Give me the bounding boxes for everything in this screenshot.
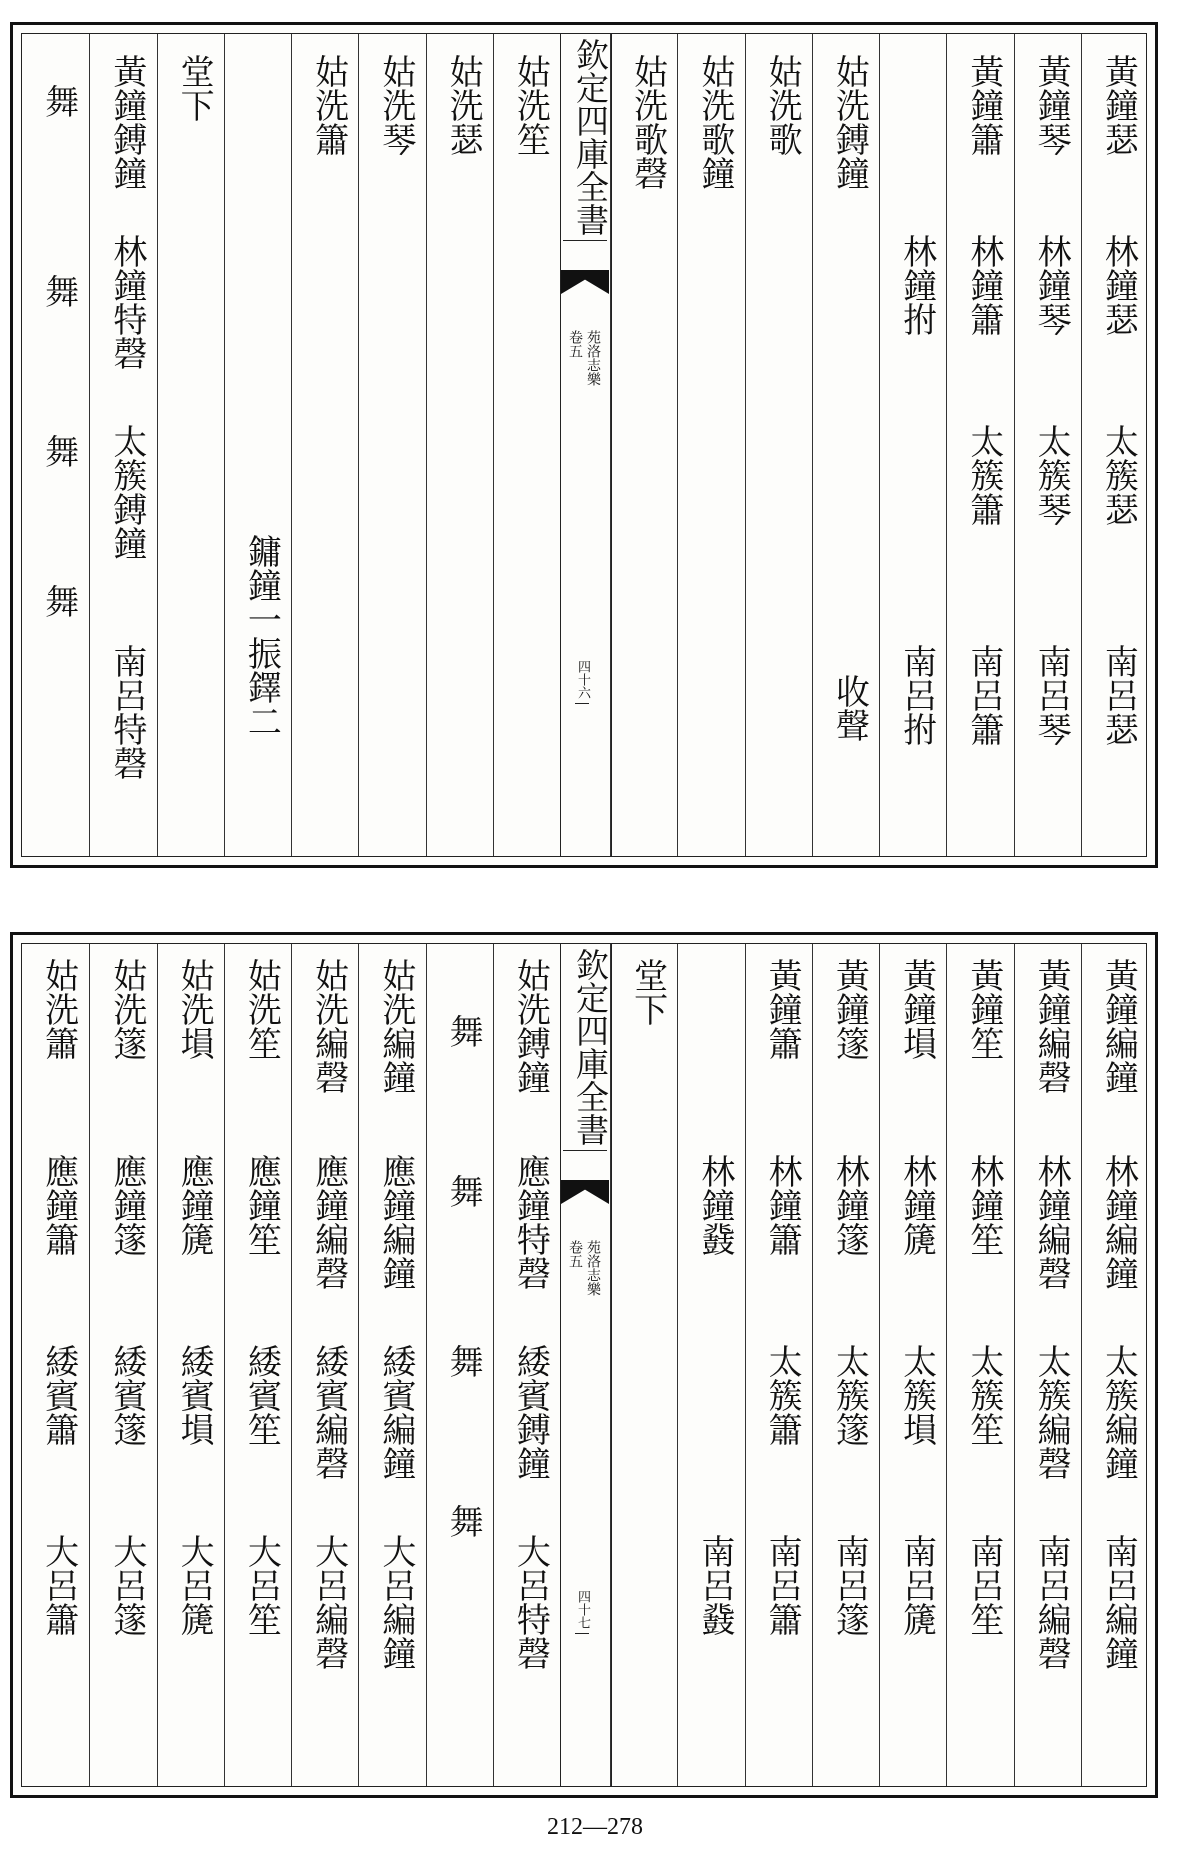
instrument-label: 姑洗琴 <box>375 54 416 156</box>
instrument-label: 黃鐘簫 <box>762 958 803 1060</box>
instrument-label: 舞 <box>443 1344 484 1378</box>
text-column <box>224 34 292 856</box>
instrument-label: 黃鐘瑟 <box>1098 54 1139 156</box>
fishtail-mark <box>561 1180 609 1204</box>
instrument-label: 姑洗笙 <box>510 54 551 156</box>
instrument-label: 緌賓塤 <box>174 1344 215 1446</box>
instrument-label: 南呂拊 <box>896 644 937 746</box>
fishtail-mark <box>561 270 609 294</box>
lower-page <box>10 932 1158 1798</box>
instrument-label: 黃鐘塤 <box>896 958 937 1060</box>
instrument-label: 黃鐘簫 <box>963 54 1004 156</box>
text-column <box>1081 944 1149 1786</box>
instrument-label: 應鐘編磬 <box>308 1154 349 1290</box>
text-column <box>22 34 89 856</box>
juan-label: 卷五 <box>567 330 583 358</box>
instrument-label: 緌賓篴 <box>106 1344 147 1446</box>
text-column <box>1014 944 1082 1786</box>
instrument-label: 堂下 <box>627 958 668 1026</box>
text-column <box>610 34 678 856</box>
fold-gutter <box>560 944 612 1786</box>
text-column <box>224 944 292 1786</box>
instrument-label: 姑洗笙 <box>241 958 282 1060</box>
text-column <box>291 34 359 856</box>
instrument-label: 大呂笙 <box>241 1534 282 1636</box>
text-column <box>291 944 359 1786</box>
text-column <box>493 34 561 856</box>
instrument-label: 黃鐘篴 <box>829 958 870 1060</box>
folio-number: 四十六 <box>575 660 589 704</box>
instrument-label: 姑洗鎛鐘 <box>829 54 870 190</box>
text-column <box>358 34 426 856</box>
page-footer-number: 212—278 <box>547 1814 643 1840</box>
instrument-label: 太簇篴 <box>829 1344 870 1446</box>
upper-page <box>10 22 1158 868</box>
instrument-label: 黃鐘琴 <box>1031 54 1072 156</box>
juan-label: 卷五 <box>567 1240 583 1268</box>
instrument-label: 太簇塤 <box>896 1344 937 1446</box>
instrument-label: 南呂琴 <box>1031 644 1072 746</box>
instrument-label: 太簇瑟 <box>1098 424 1139 526</box>
instrument-label: 林鐘編磬 <box>1031 1154 1072 1290</box>
instrument-label: 南呂編鐘 <box>1098 1534 1139 1670</box>
instrument-label: 大呂特磬 <box>510 1534 551 1670</box>
text-column <box>426 944 494 1786</box>
book-title: 欽定四庫全書 <box>563 38 607 241</box>
text-column <box>745 944 813 1786</box>
instrument-label: 鏞鐘一振鐸二 <box>241 534 282 738</box>
instrument-label: 南呂篴 <box>829 1534 870 1636</box>
instrument-label: 黃鐘鎛鐘 <box>106 54 147 190</box>
instrument-label: 姑洗鎛鐘 <box>510 958 551 1094</box>
instrument-label: 應鐘編鐘 <box>375 1154 416 1290</box>
instrument-label: 姑洗簫 <box>308 54 349 156</box>
instrument-label: 姑洗編鐘 <box>375 958 416 1094</box>
instrument-label: 緌賓笙 <box>241 1344 282 1446</box>
fold-gutter <box>560 34 612 856</box>
instrument-label: 南呂瑟 <box>1098 644 1139 746</box>
instrument-label: 南呂簫 <box>963 644 1004 746</box>
instrument-label: 南呂笙 <box>963 1534 1004 1636</box>
instrument-label: 舞 <box>443 1504 484 1538</box>
text-column <box>812 34 880 856</box>
text-column <box>879 34 947 856</box>
text-column <box>610 944 678 1786</box>
instrument-label: 舞 <box>443 1014 484 1048</box>
instrument-label: 姑洗篴 <box>106 958 147 1060</box>
instrument-label: 林鐘篪 <box>896 1154 937 1256</box>
instrument-label: 堂下 <box>174 54 215 122</box>
instrument-label: 姑洗瑟 <box>443 54 484 156</box>
instrument-label: 舞 <box>38 434 79 468</box>
instrument-label: 姑洗簫 <box>38 958 79 1060</box>
chapter-title: 苑洛志樂 <box>585 330 601 386</box>
text-column <box>745 34 813 856</box>
instrument-label: 緌賓編鐘 <box>375 1344 416 1480</box>
text-column <box>157 944 225 1786</box>
instrument-label: 南呂特磬 <box>106 644 147 780</box>
instrument-label: 林鐘編鐘 <box>1098 1154 1139 1290</box>
instrument-label: 姑洗塤 <box>174 958 215 1060</box>
instrument-label: 南呂篪 <box>896 1534 937 1636</box>
instrument-label: 舞 <box>38 84 79 118</box>
lower-page-frame <box>21 943 1147 1787</box>
instrument-label: 大呂編鐘 <box>375 1534 416 1670</box>
instrument-label: 姑洗歌 <box>762 54 803 156</box>
chapter-title: 苑洛志樂 <box>585 1240 601 1296</box>
instrument-label: 南呂編磬 <box>1031 1534 1072 1670</box>
instrument-label: 林鐘簫 <box>963 234 1004 336</box>
instrument-label: 黃鐘編磬 <box>1031 958 1072 1094</box>
instrument-label: 大呂篴 <box>106 1534 147 1636</box>
instrument-label: 林鐘琴 <box>1031 234 1072 336</box>
instrument-label: 舞 <box>38 274 79 308</box>
instrument-label: 舞 <box>38 584 79 618</box>
instrument-label: 緌賓編磬 <box>308 1344 349 1480</box>
instrument-label: 太簇笙 <box>963 1344 1004 1446</box>
instrument-label: 南呂簫 <box>762 1534 803 1636</box>
instrument-label: 太簇簫 <box>762 1344 803 1446</box>
instrument-label: 黃鐘編鐘 <box>1098 958 1139 1094</box>
instrument-label: 林鐘鼗 <box>694 1154 735 1256</box>
instrument-label: 姑洗歌磬 <box>627 54 668 190</box>
instrument-label: 太簇編鐘 <box>1098 1344 1139 1480</box>
instrument-label: 黃鐘笙 <box>963 958 1004 1060</box>
upper-page-frame <box>21 33 1147 857</box>
instrument-label: 應鐘特磬 <box>510 1154 551 1290</box>
instrument-label: 姑洗編磬 <box>308 958 349 1094</box>
instrument-label: 林鐘瑟 <box>1098 234 1139 336</box>
text-column <box>426 34 494 856</box>
instrument-label: 太簇鎛鐘 <box>106 424 147 560</box>
text-column <box>89 34 157 856</box>
instrument-label: 林鐘特磬 <box>106 234 147 370</box>
instrument-label: 緌賓鎛鐘 <box>510 1344 551 1480</box>
instrument-label: 林鐘笙 <box>963 1154 1004 1256</box>
text-column <box>812 944 880 1786</box>
text-column <box>879 944 947 1786</box>
instrument-label: 應鐘簫 <box>38 1154 79 1256</box>
text-column <box>89 944 157 1786</box>
text-column <box>946 34 1014 856</box>
instrument-label: 應鐘笙 <box>241 1154 282 1256</box>
book-title: 欽定四庫全書 <box>563 948 607 1151</box>
instrument-label: 姑洗歌鐘 <box>694 54 735 190</box>
text-column <box>1014 34 1082 856</box>
instrument-label: 舞 <box>443 1174 484 1208</box>
text-column <box>946 944 1014 1786</box>
instrument-label: 林鐘篴 <box>829 1154 870 1256</box>
instrument-label: 太簇琴 <box>1031 424 1072 526</box>
instrument-label: 太簇編磬 <box>1031 1344 1072 1480</box>
instrument-label: 大呂篪 <box>174 1534 215 1636</box>
folio-number: 四十七 <box>575 1590 589 1634</box>
instrument-label: 應鐘篴 <box>106 1154 147 1256</box>
text-column <box>358 944 426 1786</box>
text-column <box>1081 34 1149 856</box>
text-column <box>493 944 561 1786</box>
text-column <box>157 34 225 856</box>
instrument-label: 緌賓簫 <box>38 1344 79 1446</box>
instrument-label: 應鐘篪 <box>174 1154 215 1256</box>
instrument-label: 大呂簫 <box>38 1534 79 1636</box>
instrument-label: 林鐘簫 <box>762 1154 803 1256</box>
instrument-label: 南呂鼗 <box>694 1534 735 1636</box>
instrument-label: 太簇簫 <box>963 424 1004 526</box>
instrument-label: 林鐘拊 <box>896 234 937 336</box>
instrument-label: 收聲 <box>829 674 870 742</box>
text-column <box>677 34 745 856</box>
instrument-label: 大呂編磬 <box>308 1534 349 1670</box>
text-column <box>677 944 745 1786</box>
text-column <box>22 944 89 1786</box>
